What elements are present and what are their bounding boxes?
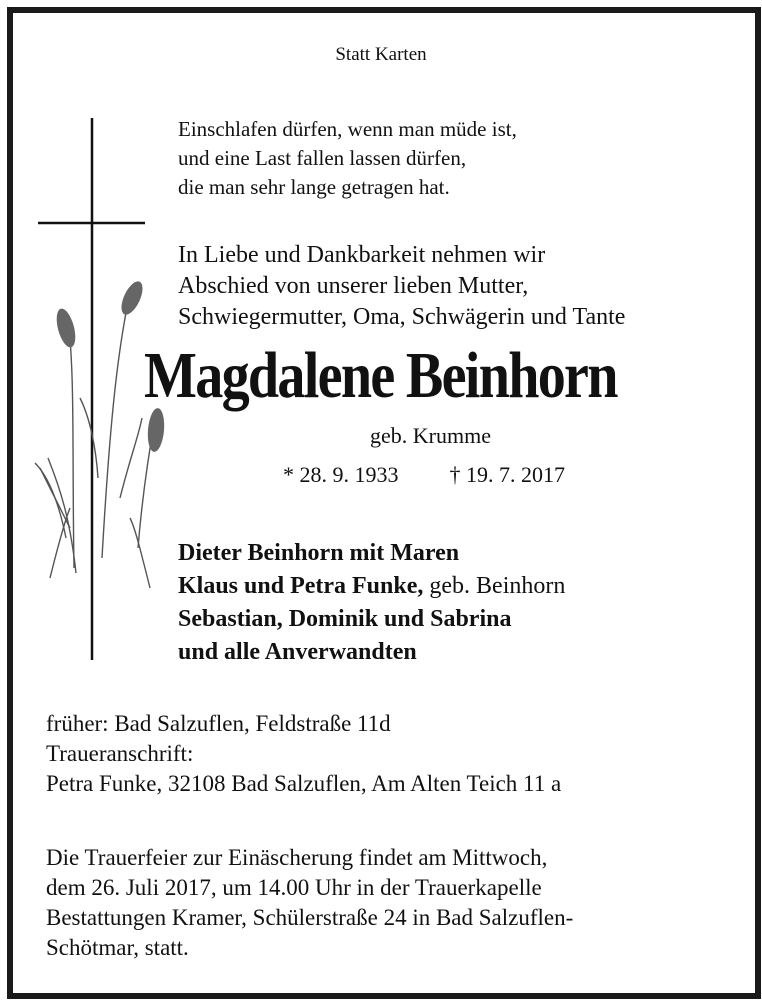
life-dates — [283, 462, 565, 488]
service-line: Bestattungen Kramer, Schülerstraße 24 in Bad Salzuflen- — [46, 905, 574, 930]
service-line: dem 26. Juli 2017, um 14.00 Uhr in der Trauerkapelle — [46, 875, 542, 900]
signer-line: Sebastian, Dominik und Sabrina — [178, 606, 512, 632]
service-line: Schötmar, statt. — [46, 935, 189, 960]
farewell-line: In Liebe und Dankbarkeit nehmen wir — [178, 242, 546, 268]
death-date: † 19. 7. 2017 — [449, 462, 565, 487]
maiden-name: geb. Krumme — [370, 423, 491, 448]
signer-line: und alle Anverwandten — [178, 639, 417, 665]
poem-line: die man sehr lange getragen hat. — [178, 175, 450, 199]
farewell-line: Abschied von unserer lieben Mutter, — [178, 273, 529, 299]
service-info — [46, 843, 573, 963]
intro-text: Statt Karten — [335, 44, 427, 65]
deceased-name: Magdalene Beinhorn — [143, 339, 617, 412]
signer-line-suffix: geb. Beinhorn — [423, 573, 566, 599]
poem-line: und eine Last fallen lassen dürfen, — [178, 146, 467, 170]
service-line: Die Trauerfeier zur Einäscherung findet am Mittwoch, — [46, 845, 548, 870]
birth-date: * 28. 9. 1933 — [283, 462, 399, 487]
address-line: früher: Bad Salzuflen, Feldstraße 11d — [46, 711, 391, 736]
farewell-line: Schwiegermutter, Oma, Schwägerin und Tante — [178, 304, 626, 330]
address-block — [46, 709, 561, 799]
address-line: Traueranschrift: — [46, 741, 194, 766]
farewell-text — [178, 240, 625, 333]
address-line: Petra Funke, 32108 Bad Salzuflen, Am Alten Teich 11 a — [46, 771, 562, 796]
signer-line: Klaus und Petra Funke, — [178, 573, 424, 599]
signer-line: Dieter Beinhorn mit Maren — [178, 540, 460, 566]
signers — [178, 537, 565, 669]
poem — [178, 115, 517, 202]
poem-line: Einschlafen dürfen, wenn man müde ist, — [178, 117, 517, 141]
